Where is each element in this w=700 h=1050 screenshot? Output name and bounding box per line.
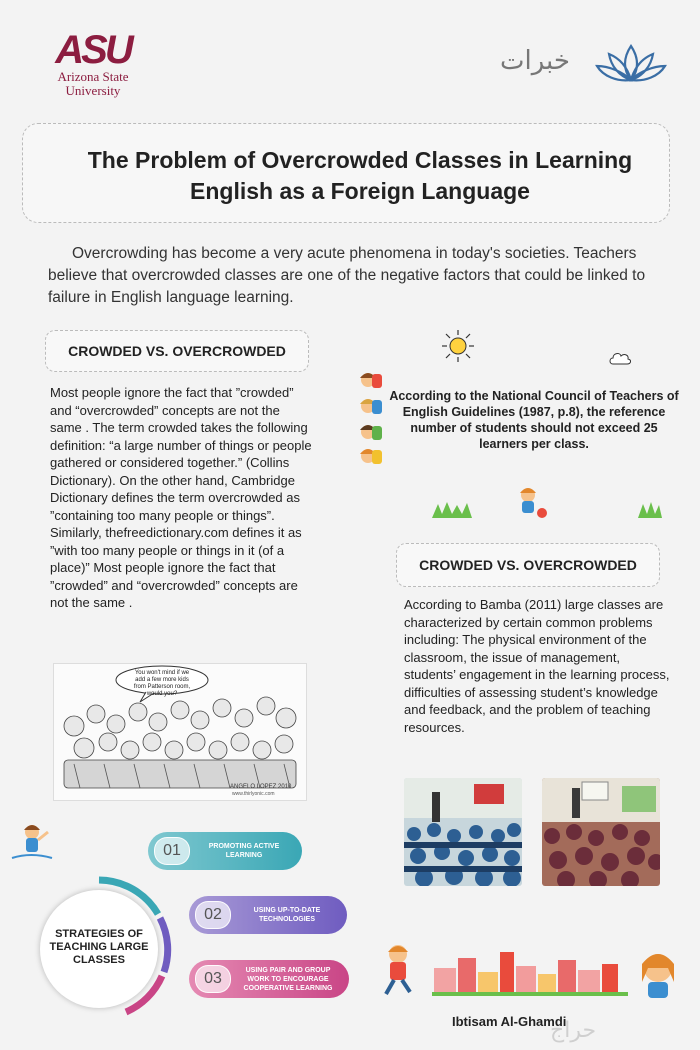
kids-illustration	[354, 368, 384, 468]
author-name: Ibtisam Al-Ghamdi	[452, 1014, 567, 1029]
asu-line-1: Arizona State	[57, 69, 129, 84]
definition-text: Most people ignore the fact that ”crowded” and “overcrowded” concepts are not the same . The term crowded takes the following definition: “a large number of things or people gathered or considered together.” (Collins Dictionary). On the other hand, Cambridge Dictionary defines the term overcrowded as ”containing too many people or things”. Similarly, thefreedictionary.com defines it as ”with too many people or things in it (of a place)” Most people ignore the fact that ”crowded” and “overcrowded” concepts are not the same .	[50, 385, 312, 610]
strategy-number-1: 01	[154, 837, 190, 865]
cloud-icon	[608, 350, 632, 366]
cartoon-speech: You won't mind if we add a few more kids from Patterson room, would you?	[133, 670, 191, 697]
partner-logo	[500, 38, 670, 88]
page-title: The Problem of Overcrowded Classes in Learning English as a Foreign Language	[87, 147, 633, 204]
strategy-number-2: 02	[195, 901, 231, 929]
grass-icon-2	[638, 500, 662, 518]
strategy-text-1: PROMOTING ACTIVE LEARNING	[208, 843, 280, 859]
cartoon-signature: ANGELO LOPEZ 2010	[230, 784, 292, 790]
bamba-text: According to Bamba (2011) large classes are characterized by certain common problems including: The physical environment of the classroom, the issue of management, students’ engagement in the learning process, difficulties of assessing student’s knowledge and feedback, and the problem of teaching resources.	[404, 597, 670, 735]
classroom-photo-2-image	[542, 778, 660, 886]
strategy-text-2: USING UP-TO-DATE TECHNOLOGIES	[253, 907, 321, 923]
section-heading-left: CROWDED VS. OVERCROWDED	[45, 330, 309, 372]
asu-line-2: University	[65, 83, 121, 98]
city-skyline-illustration	[376, 938, 688, 1004]
strategy-item-1	[148, 832, 302, 870]
classroom-photo-1	[404, 778, 522, 886]
partner-logo-text: خبرات	[500, 46, 570, 76]
nctt-guideline: According to the National Council of Teachers of English Guidelines (1987, p.8), the reference number of students should not exceed 25 learners per class.	[389, 389, 679, 451]
strategies-label: STRATEGIES OF TEACHING LARGE CLASSES	[49, 928, 149, 966]
watermark: حراج	[550, 1018, 597, 1043]
strategy-item-3	[189, 960, 349, 998]
grass-icon	[432, 500, 472, 518]
classroom-photo-1-image	[404, 778, 522, 886]
strategy-item-2	[189, 896, 347, 934]
asu-logo	[38, 30, 148, 100]
classroom-photo-2	[542, 778, 660, 886]
intro-paragraph: Overcrowding has become a very acute phenomena in today's societies. Teachers believe that overcrowded classes are one of the negative factors that could be linked to failure in English language learning.	[48, 245, 646, 306]
sun-icon	[440, 328, 476, 364]
child-icon	[510, 485, 550, 521]
cartoon-site: www.thirlyonic.com	[232, 791, 275, 797]
child-waving-icon	[8, 822, 54, 862]
lotus-icon	[595, 38, 667, 88]
strategy-number-3: 03	[195, 965, 231, 993]
asu-mark: ASU	[55, 28, 131, 72]
strategy-text-3: USING PAIR AND GROUP WORK TO ENCOURAGE COOPERATIVE LEARNING	[243, 966, 333, 992]
section-heading-right: CROWDED VS. OVERCROWDED	[396, 543, 660, 587]
overcrowded-cartoon	[53, 663, 307, 801]
